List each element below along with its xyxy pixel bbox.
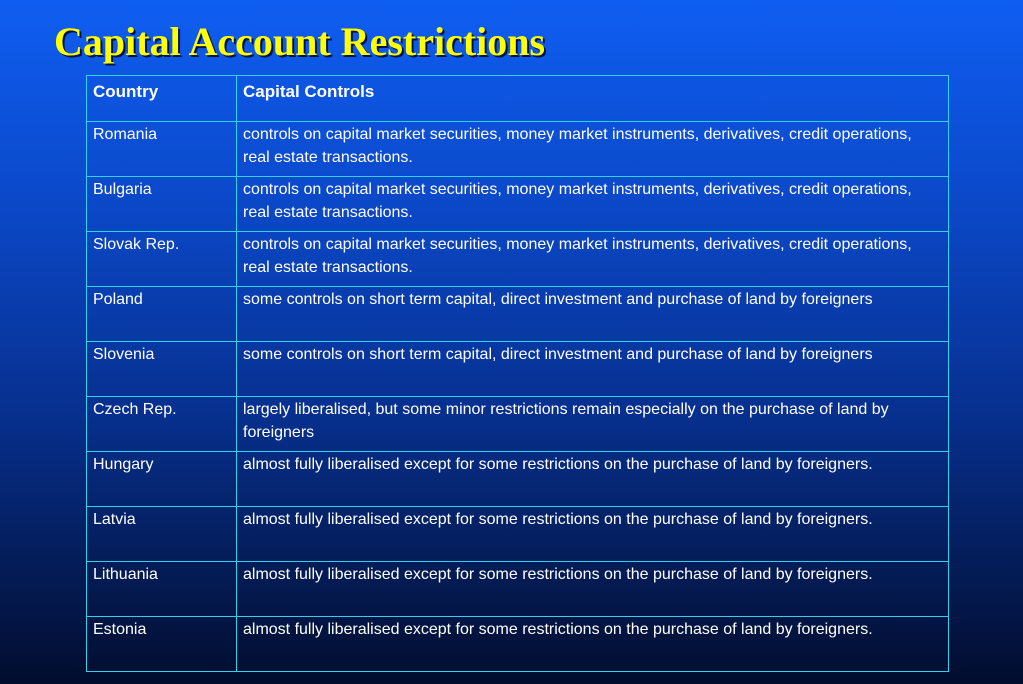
header-country: Country (87, 76, 237, 122)
table-row (87, 287, 949, 342)
country-cell: Slovak Rep. (87, 232, 237, 287)
controls-cell: controls on capital market securities, money market instruments, derivatives, credit operations, real estate transactions. (237, 232, 949, 287)
controls-cell: largely liberalised, but some minor restrictions remain especially on the purchase of land by foreigners (237, 397, 949, 452)
country-cell: Czech Rep. (87, 397, 237, 452)
table-row (87, 177, 949, 232)
capital-controls-table-container (86, 75, 948, 672)
table-row (87, 122, 949, 177)
controls-cell: almost fully liberalised except for some restrictions on the purchase of land by foreigners. (237, 507, 949, 562)
table-row (87, 232, 949, 287)
controls-cell: almost fully liberalised except for some restrictions on the purchase of land by foreigners. (237, 617, 949, 672)
country-cell: Poland (87, 287, 237, 342)
table-body (87, 122, 949, 672)
country-cell: Romania (87, 122, 237, 177)
table-row (87, 452, 949, 507)
capital-controls-table (86, 75, 949, 672)
controls-cell: controls on capital market securities, money market instruments, derivatives, credit operations, real estate transactions. (237, 122, 949, 177)
country-cell: Slovenia (87, 342, 237, 397)
table-header-row (87, 76, 949, 122)
country-cell: Hungary (87, 452, 237, 507)
header-capital-controls: Capital Controls (237, 76, 949, 122)
table-row (87, 397, 949, 452)
table-row (87, 507, 949, 562)
country-cell: Estonia (87, 617, 237, 672)
country-cell: Lithuania (87, 562, 237, 617)
controls-cell: almost fully liberalised except for some restrictions on the purchase of land by foreigners. (237, 562, 949, 617)
table-header (87, 76, 949, 122)
controls-cell: controls on capital market securities, money market instruments, derivatives, credit operations, real estate transactions. (237, 177, 949, 232)
controls-cell: almost fully liberalised except for some restrictions on the purchase of land by foreigners. (237, 452, 949, 507)
table-row (87, 562, 949, 617)
country-cell: Latvia (87, 507, 237, 562)
table-row (87, 617, 949, 672)
controls-cell: some controls on short term capital, direct investment and purchase of land by foreigners (237, 342, 949, 397)
controls-cell: some controls on short term capital, direct investment and purchase of land by foreigners (237, 287, 949, 342)
table-row (87, 342, 949, 397)
country-cell: Bulgaria (87, 177, 237, 232)
slide-title: Capital Account Restrictions (54, 19, 546, 64)
